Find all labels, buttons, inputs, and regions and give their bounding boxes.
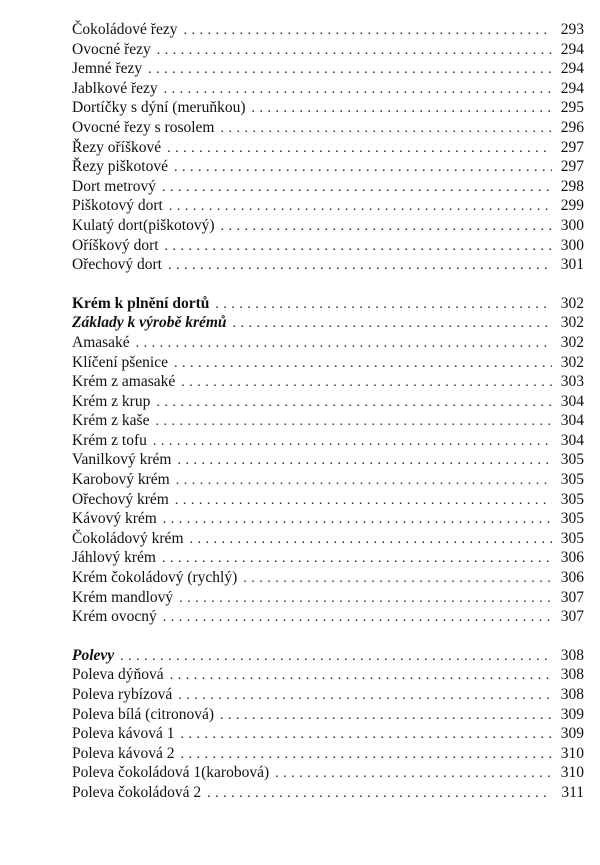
toc-entry-title: Karobový krém: [72, 471, 170, 489]
dot-leader: [163, 510, 552, 530]
toc-entry-page-number: 305: [560, 451, 584, 469]
toc-entry-title: Amasaké: [72, 333, 130, 351]
dot-leader: [164, 80, 552, 100]
dot-leader: [190, 530, 553, 550]
toc-entry: [72, 588, 584, 608]
toc-entry: [72, 646, 584, 666]
toc-entry-page-number: 297: [560, 138, 584, 156]
toc-section: [72, 294, 584, 627]
toc-entry-title: Čokoládové řezy: [72, 21, 178, 38]
dot-leader: [120, 647, 552, 667]
dot-leader: [275, 764, 552, 784]
toc-entry: [72, 20, 584, 40]
toc-entry-page-number: 299: [560, 197, 584, 215]
toc-entry-page-number: 305: [560, 529, 584, 547]
table-of-contents: [72, 20, 584, 803]
toc-entry-title: Poleva rybízová: [72, 686, 173, 703]
toc-entry-page-number: 310: [560, 764, 584, 782]
toc-section: [72, 20, 584, 275]
toc-entry: [72, 763, 584, 783]
toc-entry-title: Krém mandlový: [72, 588, 174, 606]
toc-entry-page-number: 302: [560, 353, 584, 371]
toc-entry-title: Klíčení pšenice: [72, 353, 168, 371]
toc-entry-page-number: 300: [560, 236, 584, 254]
toc-entry-page-number: 306: [560, 549, 584, 567]
dot-leader: [156, 393, 552, 413]
toc-entry: [72, 411, 584, 431]
toc-entry-page-number: 304: [560, 412, 584, 430]
toc-entry-page-number: 304: [560, 431, 584, 449]
dot-leader: [215, 295, 552, 315]
dot-leader: [251, 99, 552, 119]
dot-leader: [177, 451, 552, 471]
toc-entry: [72, 783, 584, 803]
toc-entry: [72, 98, 584, 118]
toc-entry-title: Polevy: [72, 646, 115, 664]
toc-entry-title: Krém k plnění dortů: [72, 294, 210, 312]
dot-leader: [220, 119, 552, 139]
toc-entry-title: Jáhlový krém: [72, 549, 156, 567]
toc-entry: [72, 177, 584, 197]
toc-entry: [72, 255, 584, 275]
dot-leader: [179, 589, 552, 609]
dot-leader: [155, 412, 552, 432]
toc-entry-title: Dortíčky s dýní (meruňkou): [72, 99, 246, 117]
toc-entry-title: Oříškový dort: [72, 236, 159, 254]
toc-entry-page-number: 298: [560, 177, 584, 195]
toc-entry-title: Poleva dýňová: [72, 666, 164, 684]
dot-leader: [162, 178, 552, 198]
dot-leader: [136, 334, 552, 354]
dot-leader: [243, 569, 552, 589]
toc-entry: [72, 431, 584, 451]
toc-entry-title: Ovocné řezy s rosolem: [72, 118, 215, 136]
toc-entry-title: Krém z krup: [72, 392, 151, 410]
toc-entry-title: Piškotový dort: [72, 197, 163, 215]
toc-entry: [72, 568, 584, 588]
toc-entry-title: Krém z amasaké: [72, 373, 176, 391]
toc-entry-page-number: 302: [560, 314, 584, 332]
toc-entry: [72, 353, 584, 373]
toc-entry-title: Jemné řezy: [72, 60, 143, 78]
toc-entry-title: Řezy piškotové: [72, 158, 168, 176]
toc-entry: [72, 705, 584, 725]
toc-entry-title: Poleva čokoládová 1(karobová): [72, 764, 270, 782]
toc-entry-title: Ořechový dort: [72, 256, 162, 274]
toc-entry: [72, 724, 584, 744]
dot-leader: [181, 373, 552, 393]
toc-entry: [72, 665, 584, 685]
toc-section: [72, 646, 584, 803]
toc-entry: [72, 216, 584, 236]
toc-entry: [72, 685, 584, 705]
toc-entry-page-number: 309: [560, 725, 584, 743]
dot-leader: [174, 354, 552, 374]
toc-entry: [72, 470, 584, 490]
toc-entry: [72, 333, 584, 353]
toc-entry: [72, 313, 584, 333]
toc-entry: [72, 138, 584, 158]
toc-entry-title: Ovocné řezy: [72, 40, 151, 58]
toc-entry: [72, 450, 584, 470]
toc-entry-title: Kulatý dort(piškotový): [72, 216, 215, 234]
toc-entry-title: Jablkové řezy: [72, 79, 158, 97]
toc-entry: [72, 40, 584, 60]
toc-entry: [72, 118, 584, 138]
toc-entry-title: Kávový krém: [72, 510, 157, 528]
dot-leader: [165, 237, 552, 257]
dot-leader: [180, 745, 552, 765]
toc-entry-page-number: 294: [560, 79, 584, 97]
toc-entry-title: Krém z tofu: [72, 431, 147, 449]
toc-entry-title: Poleva kávová 1: [72, 725, 175, 743]
toc-entry: [72, 744, 584, 764]
toc-entry: [72, 372, 584, 392]
dot-leader: [153, 432, 552, 452]
toc-entry-title: Krém ovocný: [72, 608, 157, 626]
toc-entry: [72, 607, 584, 627]
toc-entry: [72, 490, 584, 510]
dot-leader: [163, 608, 552, 628]
toc-entry-page-number: 302: [560, 294, 584, 312]
dot-leader: [220, 706, 552, 726]
toc-entry: [72, 529, 584, 549]
toc-entry-page-number: 300: [560, 216, 584, 234]
dot-leader: [169, 197, 552, 217]
dot-leader: [178, 686, 552, 706]
toc-entry-page-number: 305: [560, 490, 584, 508]
toc-entry-page-number: 310: [560, 744, 584, 762]
toc-entry-page-number: 305: [560, 471, 584, 489]
toc-entry-title: Základy k výrobě krémů: [72, 314, 227, 332]
toc-entry-page-number: 307: [560, 608, 584, 626]
toc-entry: [72, 79, 584, 99]
dot-leader: [157, 41, 552, 61]
toc-entry-page-number: 296: [560, 118, 584, 136]
toc-entry-page-number: 294: [560, 60, 584, 78]
dot-leader: [176, 471, 552, 491]
toc-entry-title: Krém z kaše: [72, 412, 150, 430]
toc-entry-page-number: 308: [560, 686, 584, 703]
dot-leader: [175, 491, 552, 511]
toc-entry-title: Krém čokoládový (rychlý): [72, 569, 238, 587]
toc-entry-page-number: 311: [561, 783, 584, 801]
toc-entry: [72, 157, 584, 177]
toc-entry: [72, 59, 584, 79]
toc-entry-title: Dort metrový: [72, 177, 156, 195]
toc-entry: [72, 294, 584, 314]
toc-entry: [72, 392, 584, 412]
toc-entry-page-number: 306: [560, 569, 584, 587]
toc-entry-title: Ořechový krém: [72, 490, 169, 508]
toc-entry: [72, 509, 584, 529]
toc-entry-page-number: 303: [560, 373, 584, 391]
dot-leader: [221, 217, 553, 237]
toc-entry-title: Poleva čokoládová 2: [72, 783, 202, 801]
dot-leader: [162, 549, 552, 569]
dot-leader: [180, 725, 552, 745]
toc-entry-page-number: 295: [560, 99, 584, 117]
toc-entry-title: Poleva bílá (citronová): [72, 705, 215, 723]
toc-entry-page-number: 307: [560, 588, 584, 606]
dot-leader: [174, 158, 552, 178]
toc-entry-page-number: 309: [560, 705, 584, 723]
toc-entry-title: Poleva kávová 2: [72, 744, 175, 762]
toc-entry-title: Čokoládový krém: [72, 529, 184, 547]
toc-entry-page-number: 305: [560, 510, 584, 528]
toc-entry-page-number: 302: [560, 333, 584, 351]
toc-entry-page-number: 304: [560, 392, 584, 410]
toc-entry-title: Řezy oříškové: [72, 138, 162, 156]
toc-entry: [72, 236, 584, 256]
toc-entry-page-number: 308: [560, 646, 584, 664]
dot-leader: [170, 666, 552, 686]
toc-entry-page-number: 308: [560, 666, 584, 684]
dot-leader: [183, 21, 552, 41]
toc-entry: [72, 196, 584, 216]
toc-entry-page-number: 293: [560, 21, 584, 38]
dot-leader: [148, 60, 552, 80]
toc-entry-page-number: 297: [560, 158, 584, 176]
dot-leader: [233, 314, 552, 334]
toc-entry: [72, 548, 584, 568]
dot-leader: [167, 139, 552, 159]
dot-leader: [207, 784, 552, 804]
toc-entry-page-number: 294: [560, 40, 584, 58]
toc-entry-title: Vanilkový krém: [72, 451, 172, 469]
dot-leader: [168, 256, 552, 276]
toc-entry-page-number: 301: [560, 256, 584, 274]
